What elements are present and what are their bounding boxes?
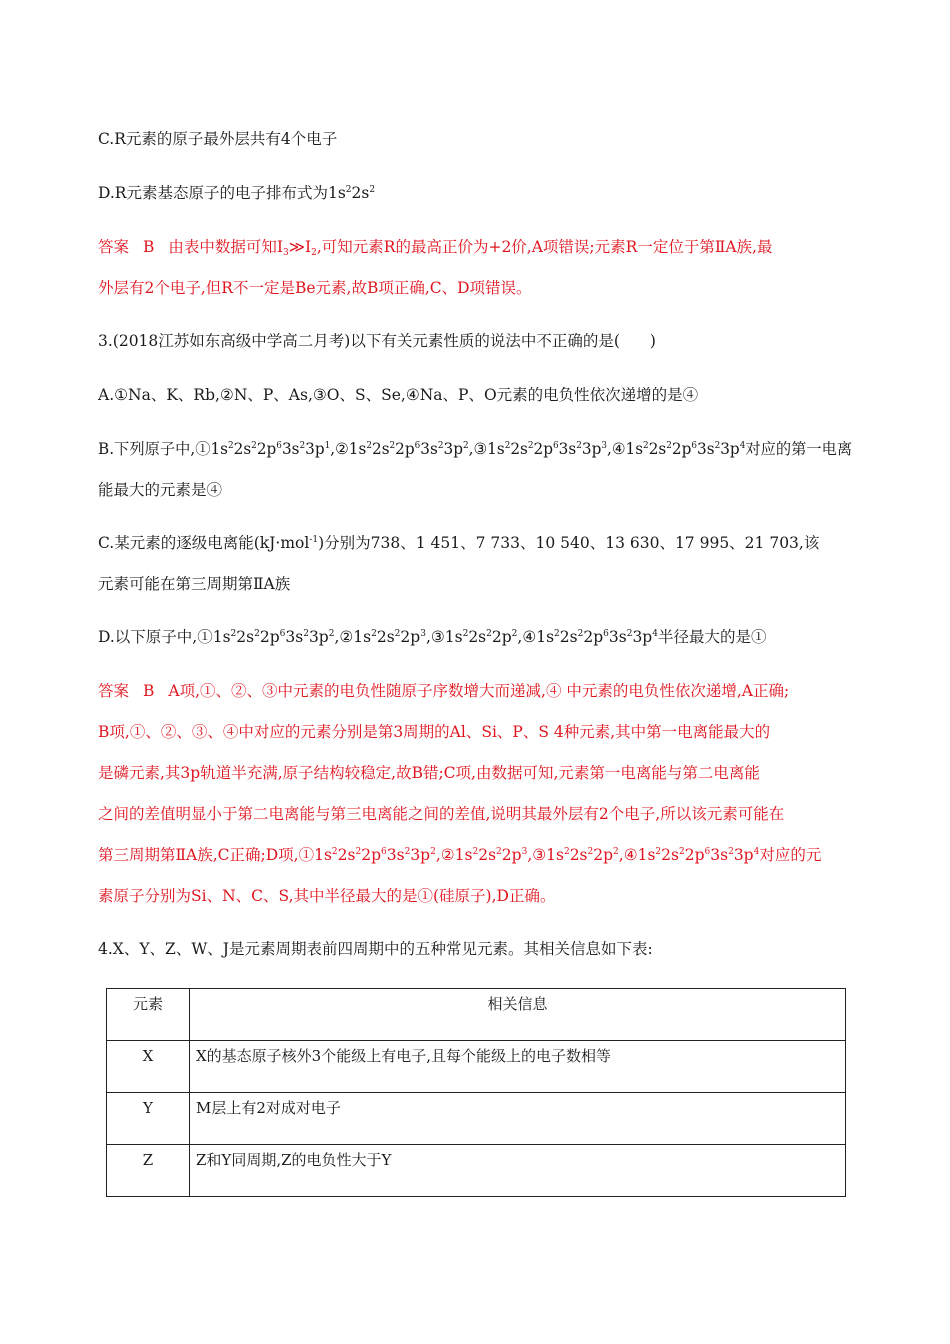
q3-option-b-line2: 能最大的元素是④ [98, 481, 223, 499]
element-info-table [106, 988, 846, 1197]
info-cell: Z和Y同周期,Z的电负性大于Y [190, 1145, 846, 1197]
q3-option-d: D.以下原子中$,①1s^22s^22p^63s^23p^2,②1s^22s^22p^3,③1s^22s^22p^2,④1s^22s^22p^63s^23p^4$半径最大的是① [98, 628, 767, 646]
q4-stem: 4.X、Y、Z、W、J是元素周期表前四周期中的五种常见元素。其相关信息如下表: [98, 940, 653, 958]
info-cell: X的基态原子核外3个能级上有电子,且每个能级上的电子数相等 [190, 1041, 846, 1093]
q3-stem: 3.(2018江苏如东高级中学高二月考)以下有关元素性质的说法中不正确的是( ) [98, 332, 656, 350]
q3-answer-line1: 答案 B A项,①、②、③中元素的电负性随原子序数增大而递减,④ 中元素的电负性依次递增,A正确; [98, 682, 790, 700]
q3-option-c-line2: 元素可能在第三周期第ⅡA族 [98, 575, 291, 593]
answer-label: 答案 [98, 238, 130, 256]
q2-option-c: C.R元素的原子最外层共有4个电子 [98, 130, 338, 148]
info-cell: M层上有2对成对电子 [190, 1093, 846, 1145]
q3-answer-line3: 是磷元素,其3p轨道半充满,原子结构较稳定,故B错;C项,由数据可知,元素第一电离能与第二电离能 [98, 764, 760, 782]
element-cell: Y [107, 1093, 190, 1145]
element-cell: X [107, 1041, 190, 1093]
header-element: 元素 [107, 989, 190, 1041]
table-header-row [107, 989, 846, 1041]
table-row [107, 1093, 846, 1145]
q3-option-c: C.某元素的逐级电离能(kJ·mol$^{-1}$)分别为738、1 451、7 733、10 540、13 630、17 995、21 703,该 [98, 534, 820, 552]
answer-label: 答案 [98, 682, 130, 700]
q3-answer-line4: 之间的差值明显小于第二电离能与第三电离能之间的差值,说明其最外层有2个电子,所以该元素可能在 [98, 805, 785, 823]
table-row [107, 1041, 846, 1093]
q3-answer-line5: 第三周期第ⅡA族,C正确;D项$,①1s^22s^22p^63s^23p^2,②1s^22s^22p^3,③1s^22s^22p^2,④1s^22s^22p^63s^23p^4$对应的元 [98, 846, 822, 864]
q3-option-a: A.①Na、K、Rb,②N、P、As,③O、S、Se,④Na、P、O元素的电负性依次递增的是④ [98, 386, 699, 404]
q3-answer-line2: B项,①、②、③、④中对应的元素分别是第3周期的Al、Si、P、S 4种元素,其中第一电离能最大的 [98, 723, 771, 741]
header-info: 相关信息 [190, 989, 846, 1041]
q2-answer-line1: 答案 B 由表中数据可知$I_3≫I_2$,可知元素R的最高正价为+2价,A项错误;元素R一定位于第ⅡA族,最 [98, 238, 773, 258]
answer-letter: B [143, 238, 155, 256]
q2-answer-line2: 外层有2个电子,但R不一定是Be元素,故B项正确,C、D项错误。 [98, 279, 532, 297]
answer-letter: B [143, 682, 155, 700]
q2-option-d: D.R元素基态原子的电子排布式为$1s^22s^2$ [98, 184, 376, 202]
q3-answer-line6: 素原子分别为Si、N、C、S,其中半径最大的是①(硅原子),D正确。 [98, 887, 556, 905]
q3-option-b: B.下列原子中$,①1s^22s^22p^63s^23p^1,②1s^22s^22p^63s^23p^2,③1s^22s^22p^63s^23p^3,④1s^22s^22p^63s^23p^4$对应的第一电离 [98, 440, 853, 458]
table-row [107, 1145, 846, 1197]
element-cell: Z [107, 1145, 190, 1197]
